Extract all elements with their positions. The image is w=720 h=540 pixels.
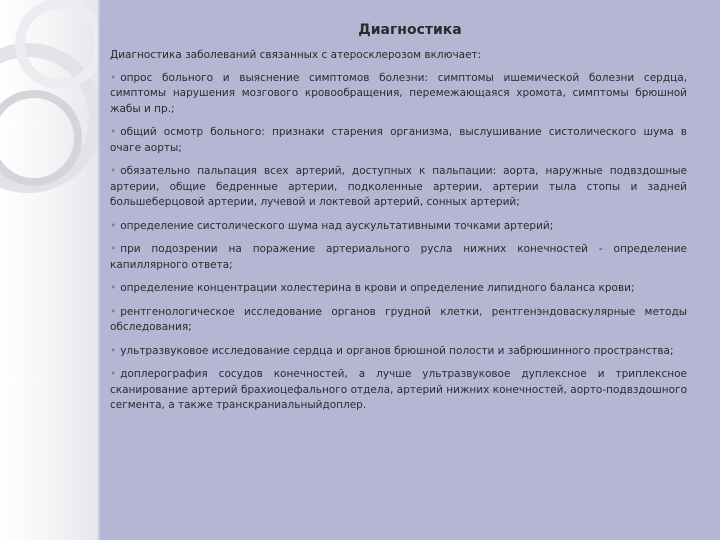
decorative-side-panel <box>0 0 98 540</box>
decorative-ring-inner <box>0 94 78 182</box>
list-item <box>110 125 687 156</box>
list-item-text: общий осмотр больного: признаки старения организма, выслушивание систолического шума в очаге аорты; <box>110 126 687 154</box>
slide-content <box>110 48 687 422</box>
decorative-ring-outer <box>0 50 96 186</box>
list-item <box>110 164 687 211</box>
list-item-text: определение концентрации холестерина в крови и определение липидного баланса крови; <box>120 282 635 294</box>
intro-text: Диагностика заболеваний связанных с атеросклерозом включает: <box>110 49 482 61</box>
list-item <box>110 71 687 118</box>
slide-title: Диагностика <box>358 22 462 38</box>
bullet-marker: • <box>110 165 117 177</box>
decorative-circles-graphic <box>0 0 98 540</box>
panel-divider <box>98 0 100 540</box>
diagnostics-list <box>110 71 687 414</box>
bullet-marker: • <box>110 368 117 380</box>
list-item-text: доплерография сосудов конечностей, а лучше ультразвуковое дуплексное и триплексное сканирование артерий брахиоцефального отдела, артерий нижних конечностей, аорто-подвздошного сегмента, а также транскраниальныйдоплер. <box>110 368 687 411</box>
list-item-text: определение систолического шума над аускультативными точками артерий; <box>120 219 554 232</box>
list-item-text: обязательно пальпация всех артерий, доступных к пальпации: аорта, наружные подвздошные артерии, общие бедренные артерии, подколенные артерии, артерии тыла стопы и задней большеберцовой артерии, лучевой и локтевой артерий, сонных артерий; <box>110 165 687 208</box>
bullet-marker: • <box>110 344 117 357</box>
list-item <box>110 281 687 297</box>
list-item <box>110 242 687 273</box>
list-item-text: ультразвуковое исследование сердца и органов брюшной полости и забрюшинного пространства; <box>120 344 674 357</box>
list-item <box>110 367 687 414</box>
bullet-marker: • <box>110 126 117 138</box>
bullet-marker: • <box>110 71 117 84</box>
list-item-text: опрос больного и выяснение симптомов болезни: симптомы ишемической болезни сердца, симптомы нарушения мозгового кровообращения, перемежающаяся хромота, симптомы брюшной жабы и пр.; <box>110 71 687 115</box>
bullet-marker: • <box>110 243 117 255</box>
bullet-marker: • <box>110 282 117 294</box>
list-item-text: при подозрении на поражение артериального русла нижних конечностей - определение капиллярного ответа; <box>110 243 687 271</box>
list-item-text: рентгенологическое исследование органов грудной клетки, рентгенэндоваскулярные методы обследования; <box>110 305 687 333</box>
bullet-marker: • <box>110 305 117 318</box>
list-item <box>110 305 687 336</box>
bullet-marker: • <box>110 219 117 232</box>
list-item <box>110 219 687 235</box>
list-item <box>110 344 687 360</box>
